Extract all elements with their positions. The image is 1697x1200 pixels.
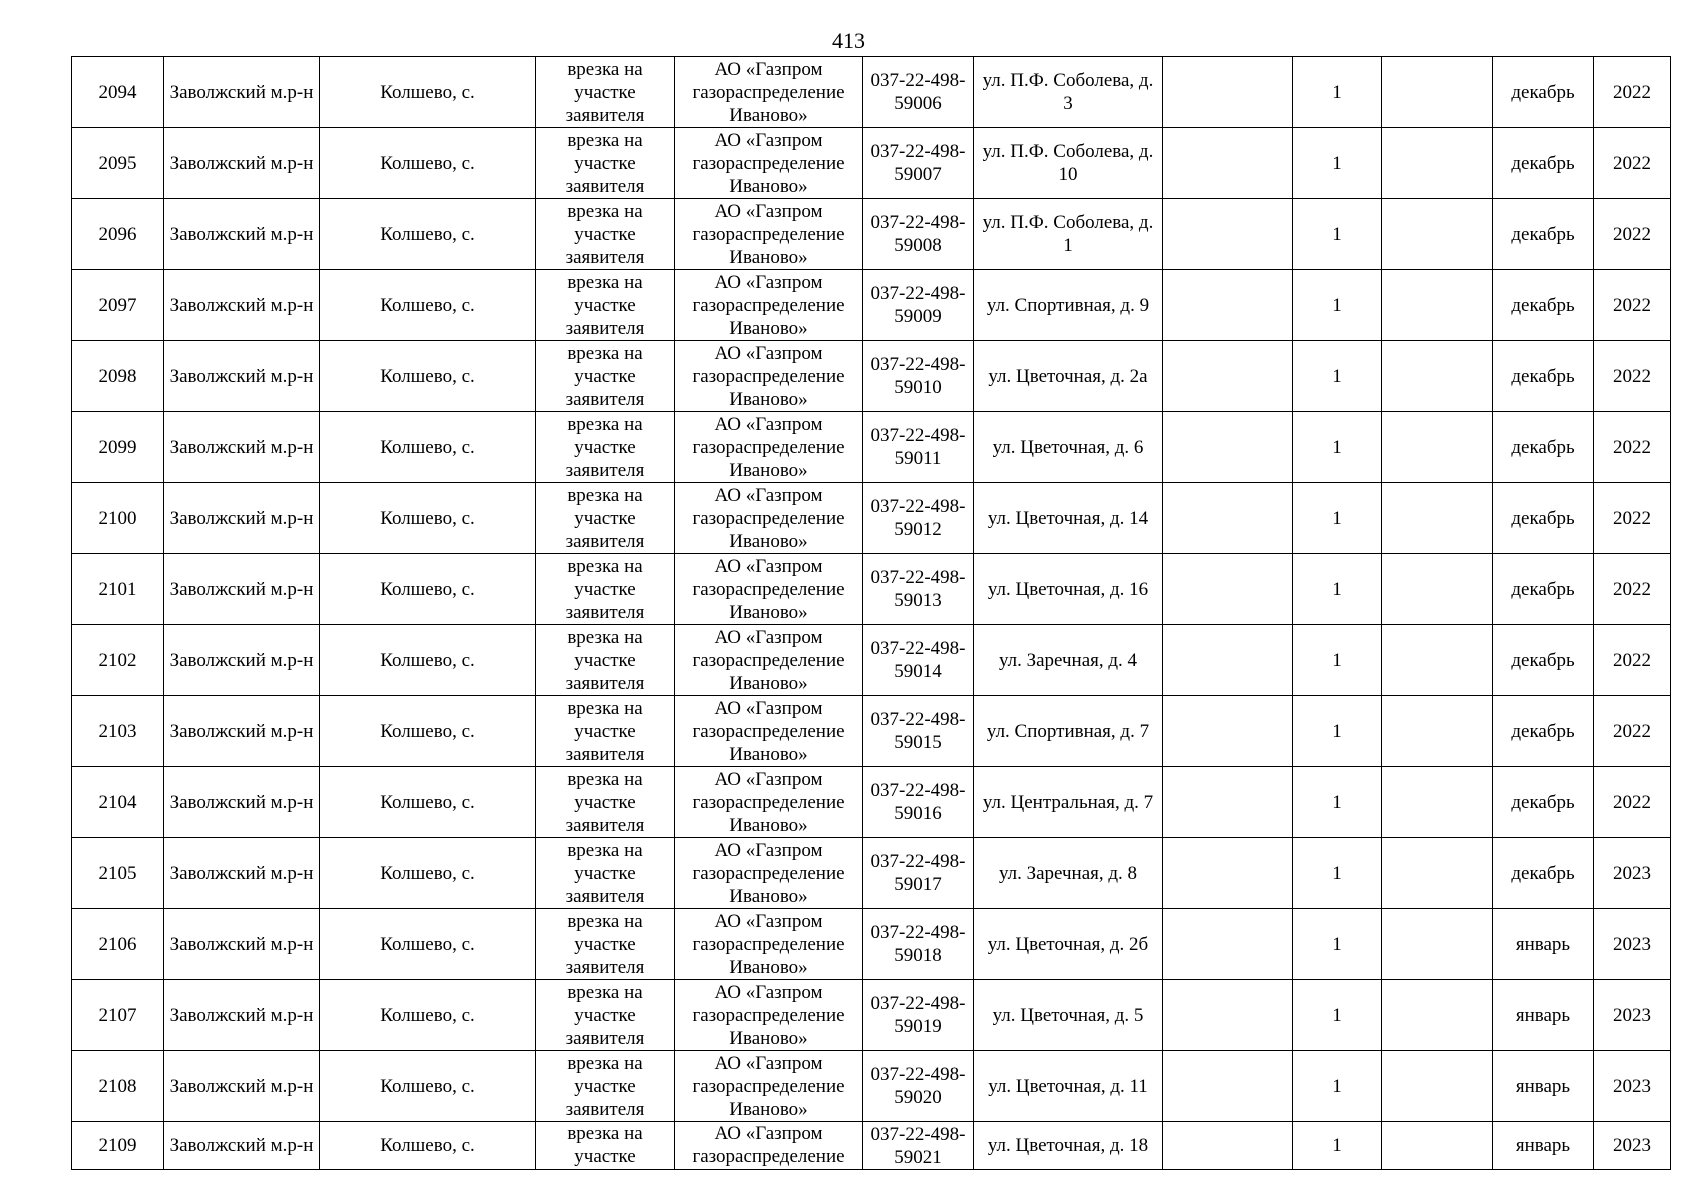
registration-code-cell: 037-22-498-59014 [863,625,974,696]
registration-code-cell: 037-22-498-59019 [863,980,974,1051]
address-cell: ул. П.Ф. Соболева, д. 10 [974,128,1163,199]
registration-code-cell: 037-22-498-59009 [863,270,974,341]
district-cell: Заволжский м.р-н [164,767,320,838]
empty-cell [1163,625,1293,696]
table-row [72,483,1671,554]
address-cell: ул. Цветочная, д. 18 [974,1122,1163,1170]
district-cell: Заволжский м.р-н [164,341,320,412]
locality-cell: Колшево, с. [320,270,536,341]
address-cell: ул. П.Ф. Соболева, д. 3 [974,57,1163,128]
empty-cell [1163,199,1293,270]
locality-cell: Колшево, с. [320,1051,536,1122]
table-row [72,128,1671,199]
row-number-cell: 2107 [72,980,164,1051]
year-cell: 2023 [1594,980,1671,1051]
address-cell: ул. Цветочная, д. 2б [974,909,1163,980]
table-row [72,341,1671,412]
organization-cell: АО «Газпром газораспределение Иваново» [675,270,863,341]
connection-type-cell: врезка на участке [536,1122,675,1170]
district-cell: Заволжский м.р-н [164,838,320,909]
registry-table [71,56,1671,1170]
row-number-cell: 2096 [72,199,164,270]
locality-cell: Колшево, с. [320,57,536,128]
row-number-cell: 2094 [72,57,164,128]
empty-cell [1382,767,1493,838]
empty-cell [1163,412,1293,483]
organization-cell: АО «Газпром газораспределение Иваново» [675,128,863,199]
organization-cell: АО «Газпром газораспределение Иваново» [675,1051,863,1122]
table-row [72,554,1671,625]
empty-cell [1163,696,1293,767]
quantity-cell: 1 [1293,128,1382,199]
empty-cell [1382,696,1493,767]
month-cell: декабрь [1493,554,1594,625]
table-body [72,57,1671,1170]
table-row [72,199,1671,270]
row-number-cell: 2100 [72,483,164,554]
address-cell: ул. Центральная, д. 7 [974,767,1163,838]
row-number-cell: 2106 [72,909,164,980]
empty-cell [1163,767,1293,838]
connection-type-cell: врезка на участке заявителя [536,909,675,980]
month-cell: декабрь [1493,696,1594,767]
quantity-cell: 1 [1293,767,1382,838]
organization-cell: АО «Газпром газораспределение [675,1122,863,1170]
month-cell: декабрь [1493,838,1594,909]
empty-cell [1382,57,1493,128]
table-row [72,412,1671,483]
year-cell: 2022 [1594,412,1671,483]
district-cell: Заволжский м.р-н [164,270,320,341]
row-number-cell: 2109 [72,1122,164,1170]
quantity-cell: 1 [1293,199,1382,270]
year-cell: 2022 [1594,696,1671,767]
registration-code-cell: 037-22-498-59013 [863,554,974,625]
empty-cell [1163,980,1293,1051]
connection-type-cell: врезка на участке заявителя [536,341,675,412]
empty-cell [1382,199,1493,270]
empty-cell [1382,483,1493,554]
registration-code-cell: 037-22-498-59020 [863,1051,974,1122]
month-cell: январь [1493,980,1594,1051]
month-cell: декабрь [1493,767,1594,838]
empty-cell [1382,341,1493,412]
year-cell: 2022 [1594,57,1671,128]
quantity-cell: 1 [1293,909,1382,980]
empty-cell [1382,980,1493,1051]
address-cell: ул. Цветочная, д. 6 [974,412,1163,483]
locality-cell: Колшево, с. [320,767,536,838]
connection-type-cell: врезка на участке заявителя [536,1051,675,1122]
empty-cell [1163,838,1293,909]
quantity-cell: 1 [1293,270,1382,341]
registration-code-cell: 037-22-498-59011 [863,412,974,483]
address-cell: ул. Спортивная, д. 7 [974,696,1163,767]
address-cell: ул. Заречная, д. 8 [974,838,1163,909]
district-cell: Заволжский м.р-н [164,696,320,767]
registration-code-cell: 037-22-498-59007 [863,128,974,199]
month-cell: декабрь [1493,625,1594,696]
empty-cell [1163,341,1293,412]
locality-cell: Колшево, с. [320,199,536,270]
locality-cell: Колшево, с. [320,909,536,980]
year-cell: 2023 [1594,1051,1671,1122]
quantity-cell: 1 [1293,980,1382,1051]
registration-code-cell: 037-22-498-59018 [863,909,974,980]
year-cell: 2023 [1594,909,1671,980]
connection-type-cell: врезка на участке заявителя [536,554,675,625]
table-row [72,1122,1671,1170]
table-row [72,696,1671,767]
organization-cell: АО «Газпром газораспределение Иваново» [675,199,863,270]
table-row [72,838,1671,909]
quantity-cell: 1 [1293,696,1382,767]
organization-cell: АО «Газпром газораспределение Иваново» [675,767,863,838]
month-cell: декабрь [1493,341,1594,412]
row-number-cell: 2108 [72,1051,164,1122]
connection-type-cell: врезка на участке заявителя [536,696,675,767]
organization-cell: АО «Газпром газораспределение Иваново» [675,625,863,696]
table-row [72,980,1671,1051]
row-number-cell: 2104 [72,767,164,838]
locality-cell: Колшево, с. [320,128,536,199]
empty-cell [1382,625,1493,696]
district-cell: Заволжский м.р-н [164,412,320,483]
empty-cell [1382,412,1493,483]
district-cell: Заволжский м.р-н [164,980,320,1051]
quantity-cell: 1 [1293,1051,1382,1122]
quantity-cell: 1 [1293,57,1382,128]
address-cell: ул. Цветочная, д. 5 [974,980,1163,1051]
month-cell: декабрь [1493,199,1594,270]
connection-type-cell: врезка на участке заявителя [536,412,675,483]
month-cell: декабрь [1493,270,1594,341]
address-cell: ул. Цветочная, д. 2а [974,341,1163,412]
page-number: 413 [832,28,865,53]
row-number-cell: 2099 [72,412,164,483]
registration-code-cell: 037-22-498-59015 [863,696,974,767]
year-cell: 2023 [1594,838,1671,909]
table-row [72,270,1671,341]
address-cell: ул. Заречная, д. 4 [974,625,1163,696]
connection-type-cell: врезка на участке заявителя [536,767,675,838]
district-cell: Заволжский м.р-н [164,199,320,270]
registration-code-cell: 037-22-498-59012 [863,483,974,554]
address-cell: ул. Цветочная, д. 16 [974,554,1163,625]
locality-cell: Колшево, с. [320,625,536,696]
table-row [72,625,1671,696]
empty-cell [1163,483,1293,554]
locality-cell: Колшево, с. [320,980,536,1051]
month-cell: декабрь [1493,57,1594,128]
organization-cell: АО «Газпром газораспределение Иваново» [675,341,863,412]
table-row [72,767,1671,838]
empty-cell [1382,1122,1493,1170]
table-row [72,1051,1671,1122]
locality-cell: Колшево, с. [320,696,536,767]
registration-code-cell: 037-22-498-59017 [863,838,974,909]
quantity-cell: 1 [1293,1122,1382,1170]
connection-type-cell: врезка на участке заявителя [536,838,675,909]
row-number-cell: 2103 [72,696,164,767]
connection-type-cell: врезка на участке заявителя [536,980,675,1051]
district-cell: Заволжский м.р-н [164,909,320,980]
row-number-cell: 2101 [72,554,164,625]
district-cell: Заволжский м.р-н [164,1051,320,1122]
organization-cell: АО «Газпром газораспределение Иваново» [675,980,863,1051]
empty-cell [1382,1051,1493,1122]
empty-cell [1163,909,1293,980]
empty-cell [1163,1122,1293,1170]
month-cell: январь [1493,1122,1594,1170]
organization-cell: АО «Газпром газораспределение Иваново» [675,554,863,625]
address-cell: ул. Цветочная, д. 14 [974,483,1163,554]
registration-code-cell: 037-22-498-59008 [863,199,974,270]
row-number-cell: 2098 [72,341,164,412]
district-cell: Заволжский м.р-н [164,1122,320,1170]
registration-code-cell: 037-22-498-59006 [863,57,974,128]
quantity-cell: 1 [1293,625,1382,696]
month-cell: декабрь [1493,412,1594,483]
locality-cell: Колшево, с. [320,412,536,483]
empty-cell [1163,128,1293,199]
locality-cell: Колшево, с. [320,483,536,554]
empty-cell [1382,270,1493,341]
locality-cell: Колшево, с. [320,1122,536,1170]
quantity-cell: 1 [1293,838,1382,909]
district-cell: Заволжский м.р-н [164,128,320,199]
year-cell: 2023 [1594,1122,1671,1170]
year-cell: 2022 [1594,767,1671,838]
year-cell: 2022 [1594,128,1671,199]
empty-cell [1163,554,1293,625]
year-cell: 2022 [1594,270,1671,341]
connection-type-cell: врезка на участке заявителя [536,199,675,270]
quantity-cell: 1 [1293,341,1382,412]
empty-cell [1382,909,1493,980]
quantity-cell: 1 [1293,412,1382,483]
address-cell: ул. Спортивная, д. 9 [974,270,1163,341]
locality-cell: Колшево, с. [320,838,536,909]
connection-type-cell: врезка на участке заявителя [536,270,675,341]
empty-cell [1382,838,1493,909]
organization-cell: АО «Газпром газораспределение Иваново» [675,838,863,909]
district-cell: Заволжский м.р-н [164,554,320,625]
empty-cell [1382,128,1493,199]
row-number-cell: 2095 [72,128,164,199]
registration-code-cell: 037-22-498-59021 [863,1122,974,1170]
organization-cell: АО «Газпром газораспределение Иваново» [675,483,863,554]
month-cell: декабрь [1493,483,1594,554]
year-cell: 2022 [1594,483,1671,554]
year-cell: 2022 [1594,341,1671,412]
year-cell: 2022 [1594,554,1671,625]
connection-type-cell: врезка на участке заявителя [536,483,675,554]
registration-code-cell: 037-22-498-59016 [863,767,974,838]
organization-cell: АО «Газпром газораспределение Иваново» [675,412,863,483]
empty-cell [1163,57,1293,128]
connection-type-cell: врезка на участке заявителя [536,128,675,199]
month-cell: декабрь [1493,128,1594,199]
district-cell: Заволжский м.р-н [164,625,320,696]
connection-type-cell: врезка на участке заявителя [536,625,675,696]
empty-cell [1382,554,1493,625]
empty-cell [1163,1051,1293,1122]
locality-cell: Колшево, с. [320,341,536,412]
organization-cell: АО «Газпром газораспределение Иваново» [675,696,863,767]
row-number-cell: 2097 [72,270,164,341]
registration-code-cell: 037-22-498-59010 [863,341,974,412]
table-row [72,57,1671,128]
locality-cell: Колшево, с. [320,554,536,625]
address-cell: ул. П.Ф. Соболева, д. 1 [974,199,1163,270]
month-cell: январь [1493,1051,1594,1122]
district-cell: Заволжский м.р-н [164,483,320,554]
month-cell: январь [1493,909,1594,980]
organization-cell: АО «Газпром газораспределение Иваново» [675,909,863,980]
quantity-cell: 1 [1293,483,1382,554]
table-row [72,909,1671,980]
year-cell: 2022 [1594,199,1671,270]
empty-cell [1163,270,1293,341]
year-cell: 2022 [1594,625,1671,696]
row-number-cell: 2105 [72,838,164,909]
row-number-cell: 2102 [72,625,164,696]
connection-type-cell: врезка на участке заявителя [536,57,675,128]
address-cell: ул. Цветочная, д. 11 [974,1051,1163,1122]
quantity-cell: 1 [1293,554,1382,625]
organization-cell: АО «Газпром газораспределение Иваново» [675,57,863,128]
district-cell: Заволжский м.р-н [164,57,320,128]
